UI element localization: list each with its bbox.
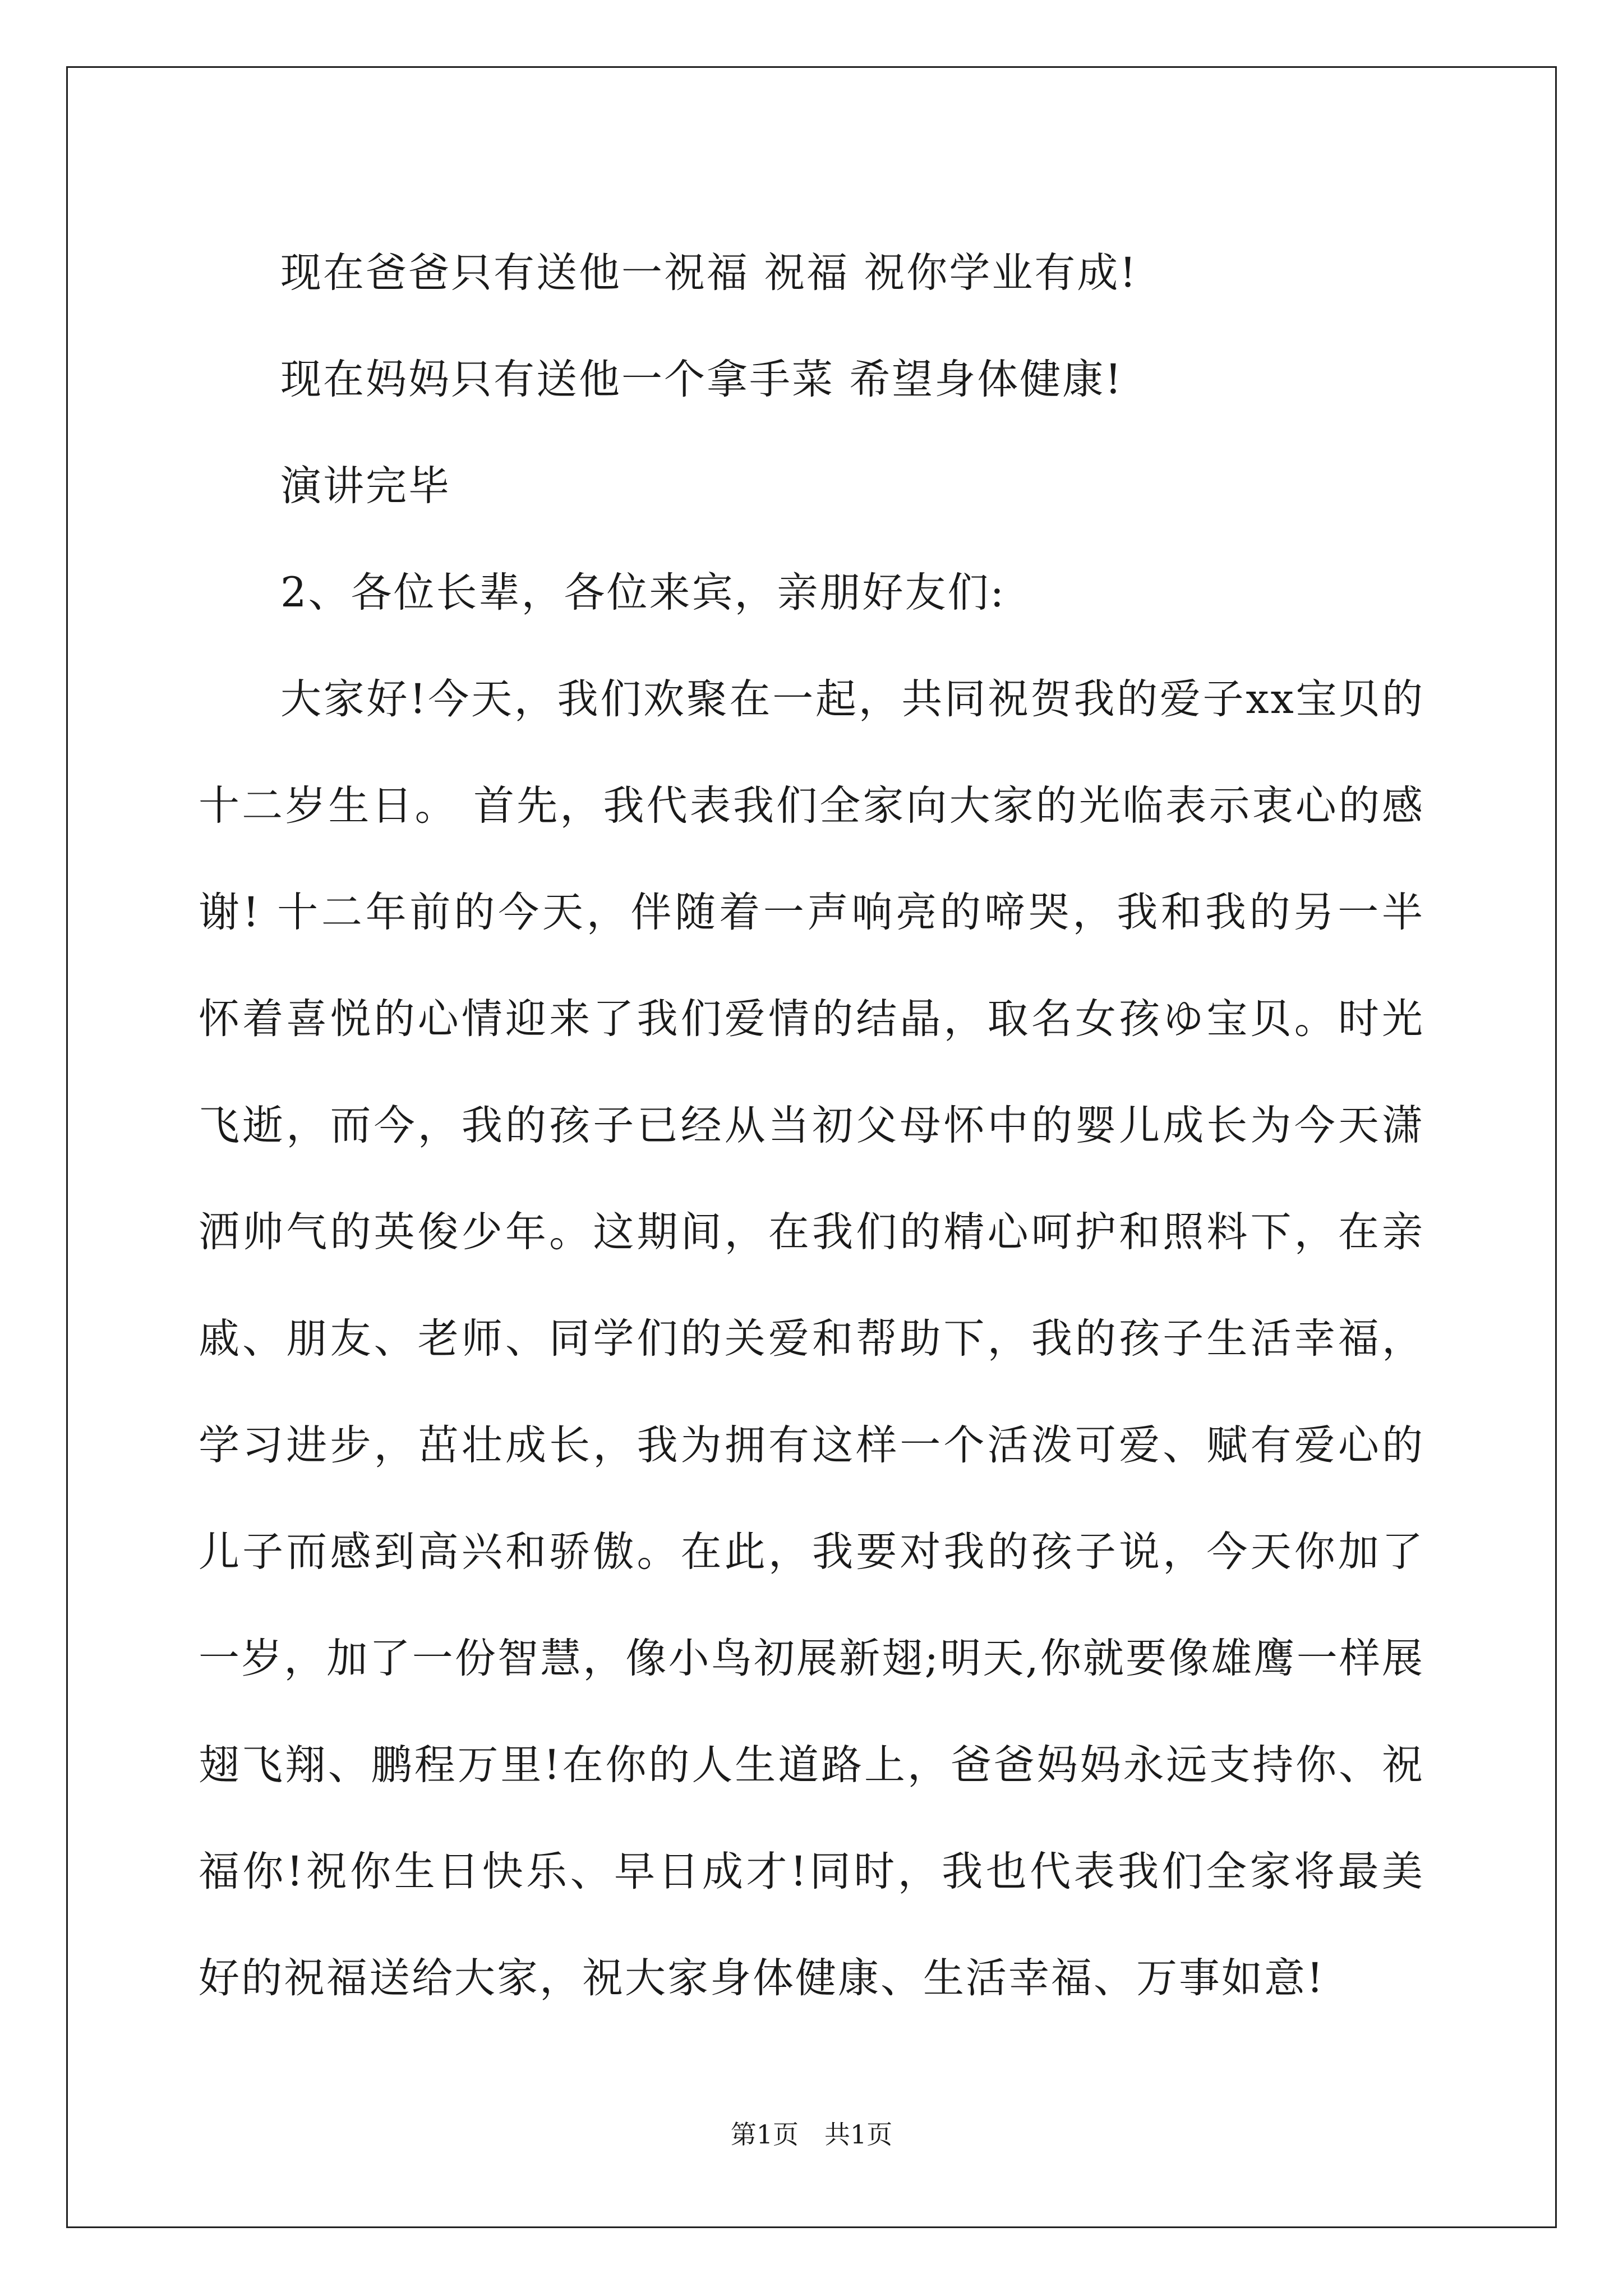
document-body xyxy=(199,220,1424,2032)
paragraph-3: 演讲完毕 xyxy=(280,462,451,510)
paragraph-4: 2、各位长辈，各位来宾，亲朋好友们: xyxy=(280,569,1006,616)
page-number-current: 第1页 xyxy=(730,2119,799,2150)
page-footer xyxy=(0,2118,1623,2151)
page-number-total: 共1页 xyxy=(824,2119,893,2150)
paragraph-5: 大家好!今天，我们欢聚在一起，共同祝贺我的爱子xx宝贝的十二岁生日。 首先，我代表我们全家向大家的光临表示衷心的感谢! 十二年前的今天，伴随着一声响亮的啼哭，我和我的另一半怀着喜悦的心情迎来了我们爱情的结晶，取名女孩ゆ宝贝。时光飞逝，而今，我的孩子已经从当初父母怀中的婴儿成长为今天潇洒帅气的英俊少年。这期间，在我们的精心呵护和照料下，在亲戚、朋友、老师、同学们的关爱和帮助下，我的孩子生活幸福，学习进步，茁壮成长，我为拥有这样一个活泼可爱、赋有爱心的儿子而感到高兴和骄傲。在此，我要对我的孩子说，今天你加了一岁，加了一份智慧，像小鸟初展新翅;明天,你就要像雄鹰一样展翅飞翔、鹏程万里!在你的人生道路上，爸爸妈妈永远支持你、祝福你!祝你生日快乐、早日成才!同时，我也代表我们全家将最美好的祝福送给大家，祝大家身体健康、生活幸福、万事如意! xyxy=(199,675,1424,2002)
paragraph-1: 现在爸爸只有送他一祝福 祝福 祝你学业有成! xyxy=(280,249,1138,297)
paragraph-2: 现在妈妈只有送他一个拿手菜 希望身体健康! xyxy=(280,356,1123,403)
